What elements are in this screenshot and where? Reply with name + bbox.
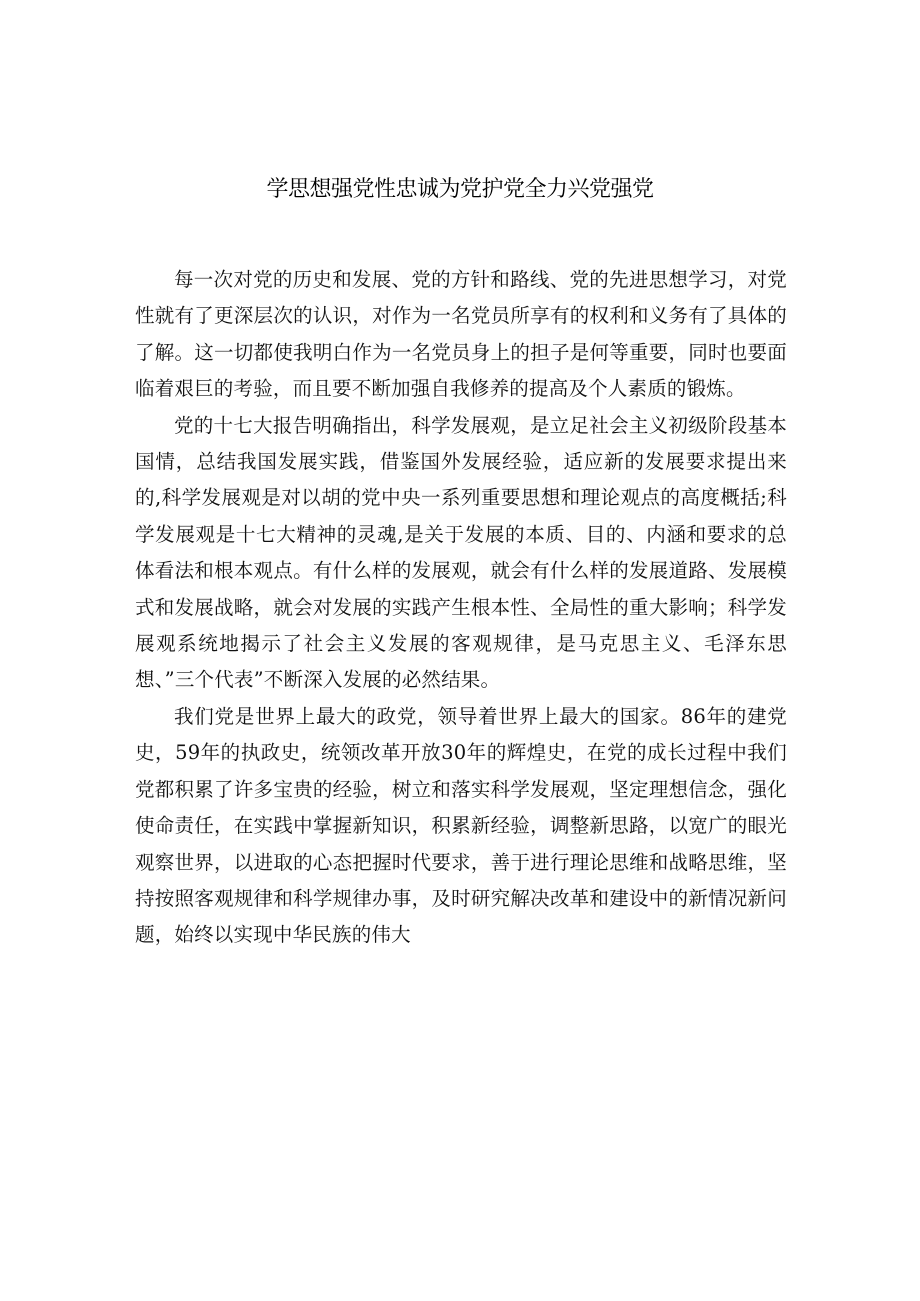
paragraph-2: 党的十七大报告明确指出，科学发展观，是立足社会主义初级阶段基本国情，总结我国发展实践，借鉴国外发展经验，适应新的发展要求提出来的,科学发展观是对以胡的党中央一系列重要思想和理论观点的高度概括;科学发展观是十七大精神的灵魂,是关于发展的本质、目的、内涵和要求的总体看法和根本观点。有什么样的发展观，就会有什么样的发展道路、发展模式和发展战略，就会对发展的实践产生根本性、全局性的重大影响；科学发展观系统地揭示了社会主义发展的客观规律，是马克思主义、毛泽东思想、”三个代表”不断深入发展的必然结果。 xyxy=(135,413,787,692)
paragraph-1: 每一次对党的历史和发展、党的方针和路线、党的先进思想学习，对党性就有了更深层次的认识，对作为一名党员所享有的权利和义务有了具体的了解。这一切都使我明白作为一名党员身上的担子是何等重要，同时也要面临着艰巨的考验，而且要不断加强自我修养的提高及个人素质的锻炼。 xyxy=(135,268,787,401)
paragraph-3: 我们党是世界上最大的政党，领导着世界上最大的国家。86年的建党史，59年的执政史，统领改革开放30年的辉煌史，在党的成长过程中我们党都积累了许多宝贵的经验，树立和落实科学发展观，坚定理想信念，强化使命责任，在实践中掌握新知识，积累新经验，调整新思路，以宽广的眼光观察世界，以进取的心态把握时代要求，善于进行理论思维和战略思维，坚持按照客观规律和科学规律办事，及时研究解决改革和建设中的新情况新问题，始终以实现中华民族的伟大 xyxy=(135,704,787,947)
document-body xyxy=(135,262,787,954)
document-title: 学思想强党性忠诚为党护党全力兴党强党 xyxy=(266,177,654,202)
